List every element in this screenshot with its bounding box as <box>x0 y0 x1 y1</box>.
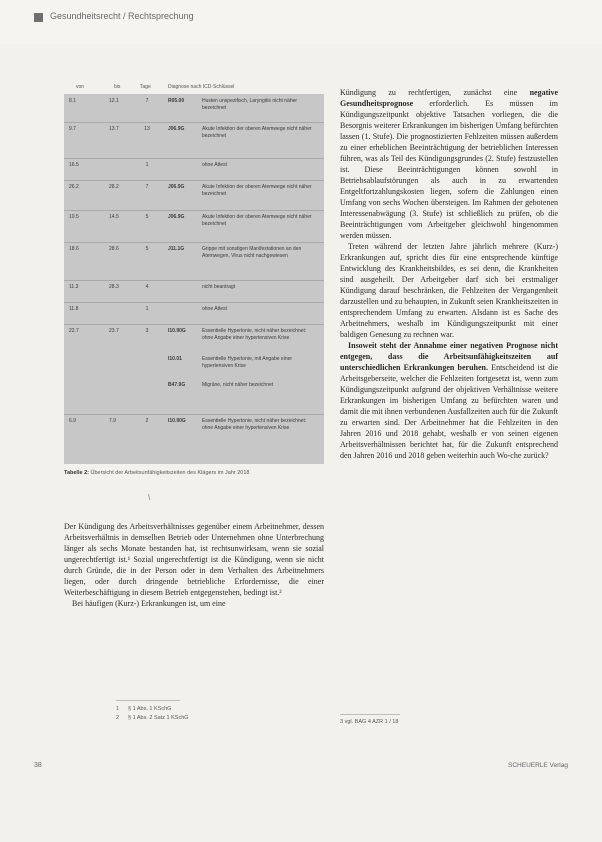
cell-icd: B47.9G <box>168 382 186 388</box>
cell-diagnosis: Essentielle Hypertonie, mit Angabe einer hypertensiven Krise <box>202 356 293 369</box>
cell-tage: 13 <box>144 126 150 132</box>
right-column <box>340 87 558 461</box>
cell-diagnosis: Essentielle Hypertonie, nicht näher bezeichnet: ohne Angabe einer hypertensiven Krise <box>202 328 307 341</box>
body-paragraph <box>340 340 558 461</box>
cell-icd: J06.9G <box>168 214 185 220</box>
col-header-von: von <box>76 84 85 90</box>
table-row <box>64 324 324 415</box>
col-header-diagnose: Diagnose nach ICD-Schlüssel <box>168 84 235 90</box>
cell-tage: 7 <box>145 184 149 190</box>
table-caption-label: Tabelle 2: <box>64 470 89 476</box>
cell-von: 22.7 <box>69 328 79 334</box>
absence-table <box>64 80 324 464</box>
page-number: 38 <box>34 762 42 769</box>
body-paragraph: Bei häufigen (Kurz-) Erkrankungen ist, um eine <box>72 599 226 608</box>
cell-icd: I10.90G <box>168 328 186 334</box>
body-paragraph: Der Kündigung des Arbeitsverhältnisses gegenüber einem Arbeitnehmer, dessen Arbeitsverhältnis in demselben Betrieb oder Unternehmen ohne Unterbrechung länger als sechs Monate bestanden hat, ist rechtsunwirksam, wenn sie sozial ungerechtfertigt ist.¹ Sozial ungerechtfertigt ist die Kündigung, wenn sie nicht durch Gründe, die in der Person oder in dem Verhalten des Arbeitnehmers liegen, oder durch dringende betriebliche Erfordernisse, die einer Weiterbeschäftigung in diesem Betrieb entgegenstehen, bedingt ist.² <box>64 522 324 597</box>
body-paragraph: Treten während der letzten Jahre jährlich mehrere (Kurz-) Erkrankungen auf, spricht dies für eine entsprechende künftige Entwicklung des Krankheitsbildes, es sei denn, die Krankheiten sind ausgeheilt. Der Arbeitgeber darf sich bei erstmaliger Kündigung darauf beschränken, die Fehlzeiten der Vergangenheit darzustellen und zu behaupten, in Zukunft seien Krankheitszeiten in entsprechendem Umfang zu erwarten. Alsdann ist es Sache des Arbeitnehmers, weshalb im Kündigungszeitpunkt mit einer baldigen Genesung zu rechnen war. <box>340 242 558 339</box>
page-header <box>0 0 602 44</box>
section-square-icon <box>34 13 43 22</box>
cell-icd: J06.9G <box>168 184 185 190</box>
cell-von: 10.5 <box>69 214 79 220</box>
footnotes-left <box>116 705 189 723</box>
cell-tage: 7 <box>145 98 149 104</box>
cell-bis: 28.2 <box>109 184 119 190</box>
cell-von: 6.9 <box>69 418 76 424</box>
table-row <box>64 94 324 123</box>
cell-diagnosis: ohne Attest <box>202 162 228 168</box>
footnote-number: 1 <box>116 706 120 712</box>
cell-tage: 5 <box>145 246 149 252</box>
cell-bis: 13.7 <box>109 126 119 132</box>
cell-tage: 2 <box>145 418 149 424</box>
cell-von: 18.6 <box>69 246 79 252</box>
table-row <box>64 210 324 243</box>
cell-diagnosis: ohne Attest <box>202 306 228 312</box>
table-row <box>64 158 324 181</box>
cell-tage: 4 <box>145 284 149 290</box>
cell-bis: 7.9 <box>109 418 116 424</box>
footnote-right: 3 vgl. BAG 4 AZR 1 / 18 <box>340 719 399 725</box>
cell-icd: J06.9G <box>168 126 185 132</box>
table-body <box>64 94 324 464</box>
cell-diagnosis: Akute Infektion der oberen Atemwege nicht näher bezeichnet <box>202 126 312 139</box>
body-text-bold: negative Gesundheitsprognose <box>340 88 558 108</box>
cell-icd: R05.00 <box>168 98 185 104</box>
table-row <box>64 280 324 303</box>
cell-von: 11.3 <box>69 284 79 290</box>
cell-diagnosis: Grippe mit sonstigen Manifestationen an den Atemwegen, Virus nicht nachgewiesen <box>202 246 302 259</box>
footnote <box>116 714 189 723</box>
body-text: erforderlich. Es müssen im Kündigungszeitpunkt objektive Tatsachen vorliegen, die die Besorgnis weiterer Erkrankungen im bisherigen Umfang befürchten lassen (1. Stufe). Die prognostizierten Fehlzeiten müssen außerdem zu einer erheblichen Beeinträchtigung der betrieblichen Interessen führen, was als Teil des Kündigungsgrundes (2. Stufe) festzustellen ist. Diese Beeinträchtigungen können sowohl in Betriebsablaufstörungen als auch in zu erwartenden Entgeltfortzahlungskosten liegen, sofern die Zahlungen einen Umfang von sechs Wochen übersteigen. Im Rahmen der gebotenen Interessenabwägung (3. Stufe) ist schließlich zu prüfen, ob die Beeinträchtigungen vom Arbeitgeber gleichwohl hingenommen werden müssen. <box>340 99 558 240</box>
cell-bis: 28.6 <box>109 246 119 252</box>
cell-tage: 5 <box>145 214 149 220</box>
cell-von: 8.1 <box>69 98 76 104</box>
cell-bis: 28.3 <box>109 284 119 290</box>
table-row <box>64 122 324 159</box>
table-row <box>64 242 324 281</box>
table-header <box>64 80 324 94</box>
caption-mark: \ <box>148 493 151 502</box>
cell-tage: 1 <box>145 162 149 168</box>
cell-von: 11.8 <box>69 306 79 312</box>
table-caption <box>64 470 324 476</box>
cell-icd: J11.1G <box>168 246 185 252</box>
body-paragraph <box>340 87 558 241</box>
cell-bis: 14.5 <box>109 214 119 220</box>
section-title: Gesundheitsrecht / Rechtsprechung <box>50 11 194 21</box>
footnote-divider <box>116 700 180 701</box>
col-header-bis: bis <box>114 84 121 90</box>
body-text-bold: Insoweit steht der Annahme einer negativen Prognose nicht entgegen, dass die Arbeitsunfähigkeitszeiten auf unterschiedlichen Erkrankungen beruhen. <box>340 341 558 372</box>
cell-von: 9.7 <box>69 126 76 132</box>
cell-von: 16.5 <box>69 162 79 168</box>
cell-diagnosis: Migräne, nicht näher bezeichnet <box>202 382 274 388</box>
cell-diagnosis: Essentielle Hypertonie, nicht näher bezeichnet: ohne Angabe einer hypertensiven Krise <box>202 418 307 431</box>
left-column <box>64 521 324 609</box>
table-row <box>64 180 324 211</box>
table-row <box>64 414 324 464</box>
footnote-text: § 1 Abs. 1 KSchG <box>128 706 172 712</box>
table-caption-text: Übersicht der Arbeitsunfähigkeitszeiten des Klägers im Jahr 2018 <box>90 470 250 476</box>
cell-tage: 3 <box>145 328 149 334</box>
cell-diagnosis: Akute Infektion der oberen Atemwege nicht näher bezeichnet <box>202 214 312 227</box>
cell-icd: I10.90G <box>168 418 186 424</box>
footnote-divider <box>340 714 400 715</box>
cell-bis: 23.7 <box>109 328 119 334</box>
body-text: Kündigung zu rechtfertigen, zunächst eine <box>340 88 530 97</box>
footnote-text: § 1 Abs. 2 Satz 1 KSchG <box>128 715 189 721</box>
cell-bis: 12.1 <box>109 98 119 104</box>
table-row <box>64 302 324 325</box>
cell-icd: I10.01 <box>168 356 182 362</box>
cell-von: 26.2 <box>69 184 79 190</box>
col-header-tage: Tage <box>140 84 151 90</box>
cell-tage: 1 <box>145 306 149 312</box>
cell-diagnosis: Akute Infektion der oberen Atemwege nicht näher bezeichnet <box>202 184 312 197</box>
body-text: Entscheidend ist die Arbeitsgeberseite, welcher die Fehlzeiten fortgesetzt ist, wenn zum Kündigungszeitpunkt aufgrund der objektiven Verhältnisse weitere Erkrankungen im bisherigen Umfang zu befürchten waren und damit die mit ihnen verbundenen Ausfallzeiten auch für die Zukunft zu erwarten sind. Der Arbeitnehmer hat die Fehlzeiten in den Jahren 2016 und 2018 gehabt, weshalb er von seinen eigenen Arbeitsverhältnissen berichtet hat, für die Zukunft entsprechend den Jahren 2016 und 2018 geben weiterhin auch Wo-che zurück? <box>340 363 559 460</box>
publisher: SCHEUERLE Verlag <box>508 762 568 769</box>
cell-diagnosis: nicht beantragt <box>202 284 236 290</box>
cell-diagnosis: Husten unspezifisch, Laryngitis nicht näher bezeichnet <box>202 98 298 111</box>
footnote-number: 2 <box>116 715 120 721</box>
footnote <box>116 705 189 714</box>
